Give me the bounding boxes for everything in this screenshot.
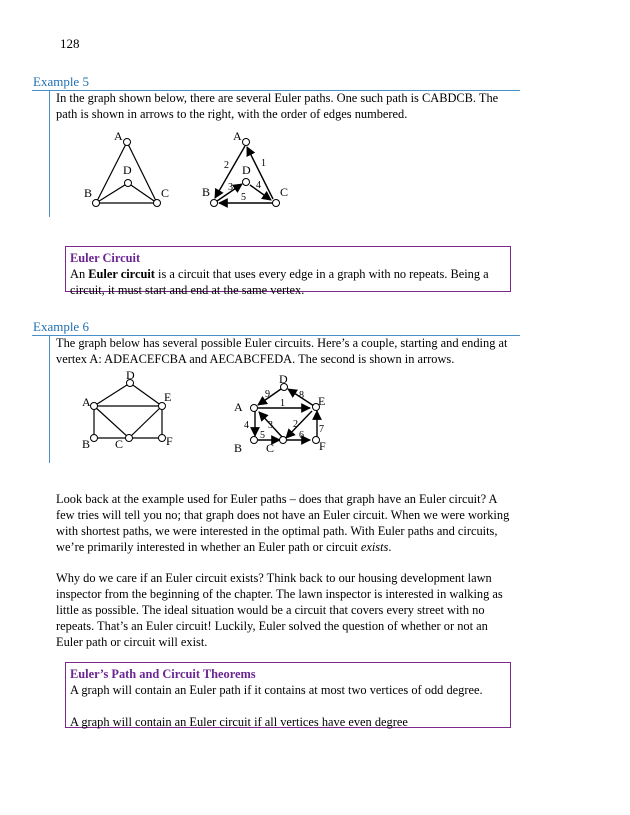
definition-text: An Euler circuit is a circuit that uses every edge in a graph with no repeats. Being a circuit, it must start and end at the same vertex.: [70, 267, 489, 297]
spacer: [70, 698, 506, 714]
edge-number: 2: [224, 160, 229, 171]
label-c: C: [266, 441, 275, 455]
vertex-b: [91, 435, 98, 442]
edge-number: 5: [260, 430, 265, 441]
example-6-title: Example 6: [33, 319, 89, 334]
defined-term: Euler circuit: [88, 267, 155, 281]
label-b: B: [234, 441, 243, 455]
label-c: C: [115, 437, 124, 450]
example-6-circuit-graph: [228, 370, 338, 456]
vertex-c: [154, 200, 161, 207]
example-5-path-graph: [200, 126, 310, 212]
example-5-bar: [49, 90, 50, 217]
vertex-b: [211, 200, 218, 207]
label-b: B: [82, 437, 91, 450]
edge-number: 9: [265, 389, 270, 400]
vertex-c: [280, 437, 287, 444]
paragraph-euler-circuit-question: Look back at the example used for Euler paths – does that graph have an Euler circuit? A few tries will tell you no; that graph does not have an Euler circuit. When we were working with shortest paths, we were interested in the optimal path. With Euler paths and circuits, we’re primarily interested in whether an Euler path or circuit exists.: [56, 492, 510, 554]
label-d: D: [126, 368, 135, 382]
label-b: B: [84, 186, 93, 200]
label-c: C: [280, 185, 289, 199]
example-5-text: In the graph shown below, there are several Euler paths. One such path is CABDCB. The path is shown in arrows to the right, with the order of edges numbered.: [56, 91, 499, 121]
edge-number: 5: [241, 192, 246, 203]
edge-number: 2: [293, 419, 298, 430]
edge-number: 4: [256, 180, 261, 191]
edge-number: 1: [280, 398, 285, 409]
label-e: E: [164, 390, 172, 404]
box-title: Euler’s Path and Circuit Theorems: [70, 667, 256, 681]
euler-circuit-definition-box: [65, 246, 511, 297]
page-number: 128: [60, 36, 80, 51]
paragraph-why-care: Why do we care if an Euler circuit exists? Think back to our housing development lawn inspector from the beginning of the chapter. The lawn inspector is interested in walking as little as possible. The ideal situation would be a circuit that covers every street with no repeats. That’s an Euler circuit! Luckily, Euler solved the question of whether or not an Euler path or circuit will exist.: [56, 571, 503, 649]
box-title: Euler Circuit: [70, 251, 141, 265]
vertex-a: [243, 139, 250, 146]
label-f: F: [319, 439, 326, 453]
edge-number: 1: [261, 158, 266, 169]
example-6-text: The graph below has several possible Euler circuits. Here’s a couple, starting and ending at vertex A: ADEACEFCBA and AECABCFEDA. The second is shown in arrows.: [56, 336, 508, 366]
emphasis: exists: [360, 540, 389, 554]
euler-theorems-box: [65, 662, 511, 728]
vertex-f: [159, 435, 166, 442]
edge-number: 4: [244, 420, 249, 431]
vertex-a: [124, 139, 131, 146]
vertex-b: [93, 200, 100, 207]
edge-number: 6: [299, 430, 304, 441]
vertex-a: [91, 403, 98, 410]
label-d: D: [242, 163, 251, 177]
edge-number: 7: [319, 424, 324, 435]
label-d: D: [123, 163, 132, 177]
example-5-graph: [80, 126, 190, 212]
example-6-graph: [80, 368, 184, 450]
vertex-c: [126, 435, 133, 442]
circuit-theorem: A graph will contain an Euler circuit if all vertices have even degree: [70, 715, 408, 729]
label-a: A: [234, 400, 243, 414]
edge-number: 8: [299, 390, 304, 401]
edge-number: 3: [268, 420, 273, 431]
example-5-title: Example 5: [33, 74, 89, 89]
vertex-a: [251, 405, 258, 412]
label-e: E: [318, 394, 326, 408]
label-b: B: [202, 185, 211, 199]
label-d: D: [279, 372, 288, 386]
edge-number: 3: [228, 182, 233, 193]
label-a: A: [114, 129, 123, 143]
vertex-c: [273, 200, 280, 207]
vertex-b: [251, 437, 258, 444]
vertex-d: [125, 180, 132, 187]
label-f: F: [166, 434, 173, 448]
label-a: A: [233, 129, 242, 143]
example-6-bar: [49, 335, 50, 463]
path-theorem: A graph will contain an Euler path if it contains at most two vertices of odd degree.: [70, 683, 483, 697]
label-a: A: [82, 395, 91, 409]
label-c: C: [161, 186, 170, 200]
vertex-d: [243, 179, 250, 186]
